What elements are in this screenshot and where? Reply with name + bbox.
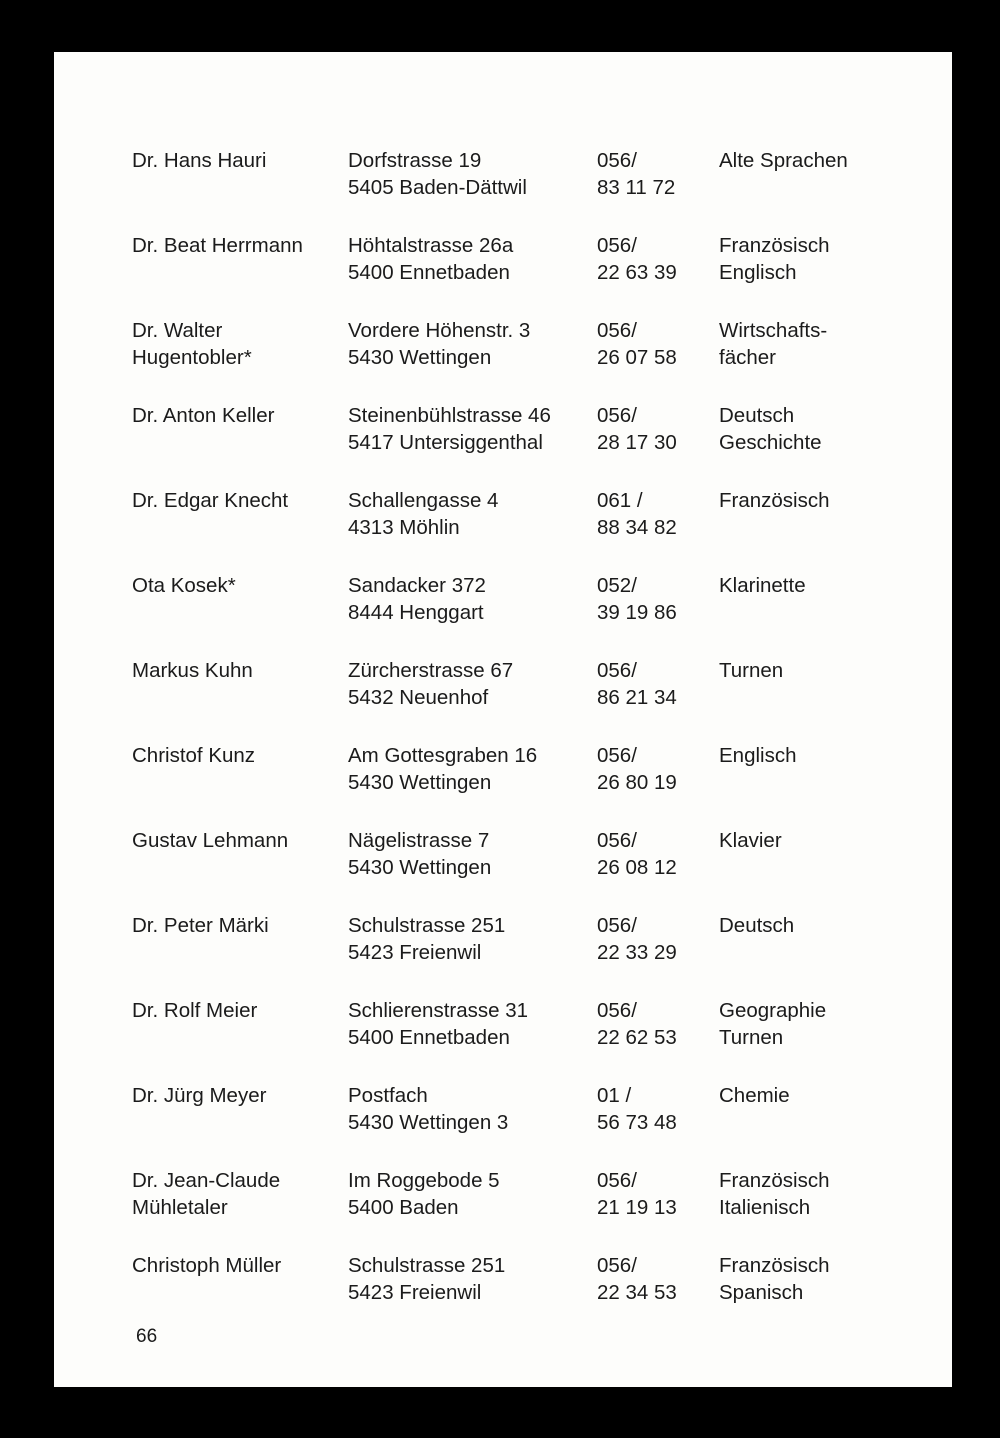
directory-entry [54, 232, 952, 292]
directory-entry [54, 572, 952, 632]
directory-entry [54, 487, 952, 547]
subjects: Turnen [719, 659, 784, 682]
document-page [54, 52, 952, 1387]
phone-number: 052/ 39 19 86 [597, 574, 677, 624]
person-name: Dr. Rolf Meier [132, 999, 258, 1022]
directory-entry [54, 147, 952, 207]
address: Am Gottesgraben 16 5430 Wettingen [348, 744, 538, 794]
phone-number: 056/ 21 19 13 [597, 1169, 677, 1219]
subjects: Französisch Italienisch [719, 1169, 830, 1219]
address: Postfach 5430 Wettingen 3 [348, 1084, 509, 1134]
directory-entry [54, 402, 952, 462]
subjects: Französisch Spanisch [719, 1254, 830, 1304]
directory-entry [54, 742, 952, 802]
address: Im Roggebode 5 5400 Baden [348, 1169, 500, 1219]
address: Steinenbühlstrasse 46 5417 Untersiggenthal [348, 404, 551, 454]
address: Dorfstrasse 19 5405 Baden-Dättwil [348, 149, 527, 199]
directory-entry [54, 1252, 952, 1312]
person-name: Gustav Lehmann [132, 829, 289, 852]
subjects: Deutsch Geschichte [719, 404, 822, 454]
person-name: Markus Kuhn [132, 659, 253, 682]
subjects: Alte Sprachen [719, 149, 848, 172]
subjects: Französisch Englisch [719, 234, 830, 284]
directory-entry [54, 997, 952, 1057]
address: Vordere Höhenstr. 3 5430 Wettingen [348, 319, 531, 369]
address: Schulstrasse 251 5423 Freienwil [348, 914, 506, 964]
subjects: Klarinette [719, 574, 806, 597]
subjects: Deutsch [719, 914, 795, 937]
address: Zürcherstrasse 67 5432 Neuenhof [348, 659, 514, 709]
address: Schlierenstrasse 31 5400 Ennetbaden [348, 999, 529, 1049]
directory-entry [54, 317, 952, 377]
phone-number: 056/ 22 34 53 [597, 1254, 677, 1304]
phone-number: 056/ 26 80 19 [597, 744, 677, 794]
directory-entry [54, 1167, 952, 1227]
subjects: Chemie [719, 1084, 790, 1107]
person-name: Dr. Peter Märki [132, 914, 269, 937]
address: Schulstrasse 251 5423 Freienwil [348, 1254, 506, 1304]
person-name: Christof Kunz [132, 744, 256, 767]
person-name: Dr. Jean-Claude Mühletaler [132, 1169, 281, 1219]
phone-number: 056/ 22 62 53 [597, 999, 677, 1049]
address: Höhtalstrasse 26a 5400 Ennetbaden [348, 234, 514, 284]
address: Schallengasse 4 4313 Möhlin [348, 489, 499, 539]
person-name: Dr. Beat Herrmann [132, 234, 303, 257]
phone-number: 056/ 28 17 30 [597, 404, 677, 454]
phone-number: 056/ 22 33 29 [597, 914, 677, 964]
person-name: Dr. Jürg Meyer [132, 1084, 267, 1107]
person-name: Ota Kosek* [132, 574, 236, 597]
person-name: Christoph Müller [132, 1254, 282, 1277]
phone-number: 01 / 56 73 48 [597, 1084, 677, 1134]
person-name: Dr. Walter Hugentobler* [132, 319, 252, 369]
subjects: Klavier [719, 829, 782, 852]
address: Sandacker 372 8444 Henggart [348, 574, 486, 624]
phone-number: 056/ 26 07 58 [597, 319, 677, 369]
subjects: Wirtschafts- fächer [719, 319, 828, 369]
directory-entry [54, 827, 952, 887]
directory-entry [54, 657, 952, 717]
phone-number: 056/ 26 08 12 [597, 829, 677, 879]
phone-number: 056/ 22 63 39 [597, 234, 677, 284]
subjects: Englisch [719, 744, 797, 767]
subjects: Französisch [719, 489, 830, 512]
person-name: Dr. Anton Keller [132, 404, 275, 427]
person-name: Dr. Hans Hauri [132, 149, 267, 172]
person-name: Dr. Edgar Knecht [132, 489, 289, 512]
directory-entry [54, 912, 952, 972]
phone-number: 061 / 88 34 82 [597, 489, 677, 539]
subjects: Geographie Turnen [719, 999, 827, 1049]
directory-entry [54, 1082, 952, 1142]
phone-number: 056/ 83 11 72 [597, 149, 676, 199]
address: Nägelistrasse 7 5430 Wettingen [348, 829, 492, 879]
page-number: 66 [136, 1326, 158, 1347]
phone-number: 056/ 86 21 34 [597, 659, 677, 709]
